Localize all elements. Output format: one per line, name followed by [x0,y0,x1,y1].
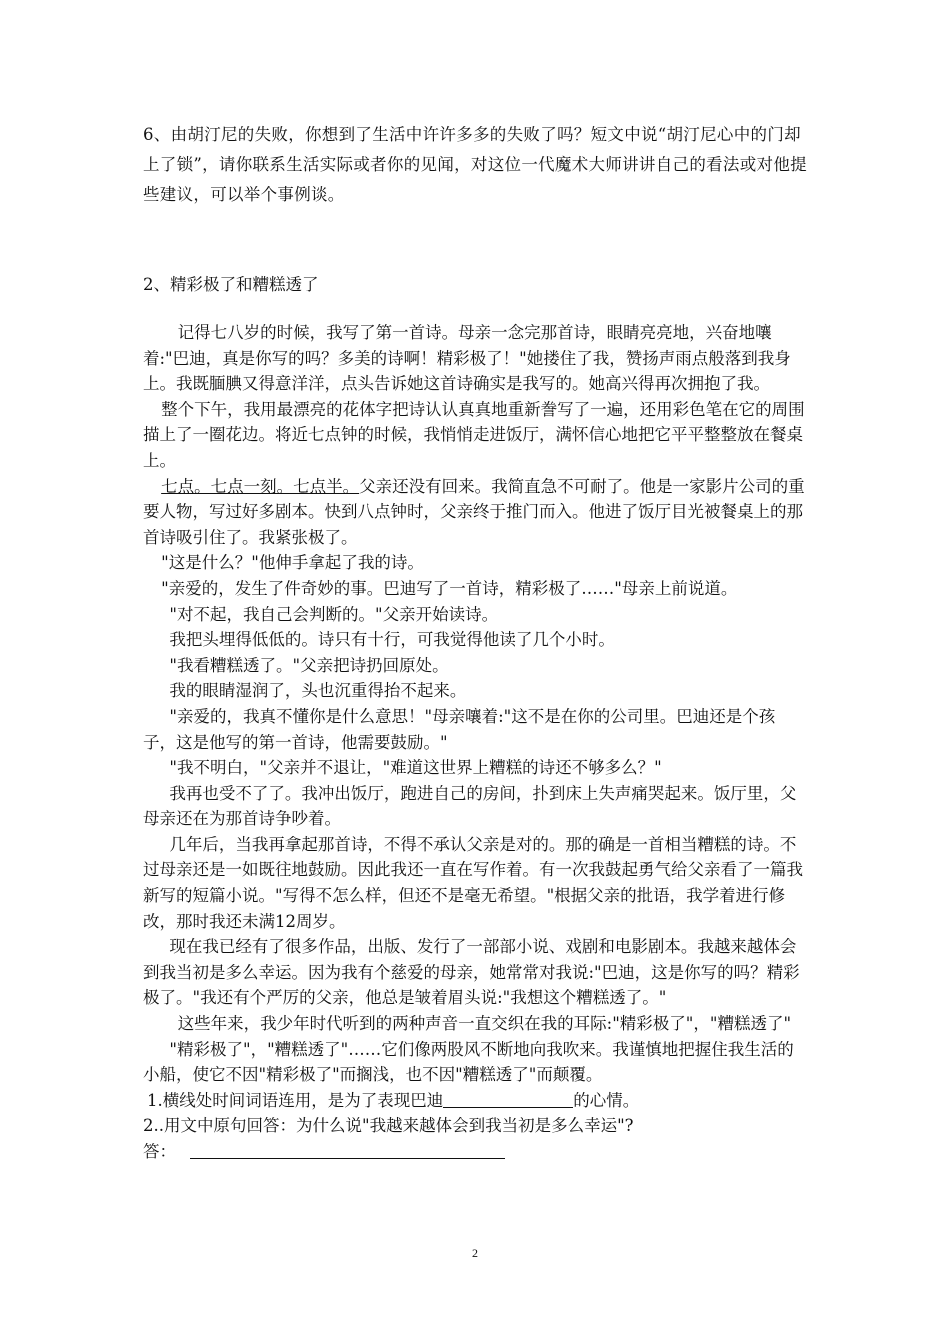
paragraph: "我看糟糕透了。"父亲把诗扔回原处。 [169,655,449,675]
answer-blank[interactable] [443,1090,573,1108]
paragraph: "亲爱的，发生了件奇妙的事。巴迪写了一首诗，精彩极了……"母亲上前说道。 [161,578,738,598]
passage-body [143,320,808,1165]
paragraph: "对不起，我自己会判断的。"父亲开始读诗。 [169,604,499,624]
paragraph [143,474,808,551]
paragraph-text: 父亲还没有回来。我简直急不可耐了。他是一家影片公司的重要人物，写过好多剧本。快到八点钟时，父亲终于推门而入。他进了饭厅目光被餐桌上的那首诗吸引住了。我紧张极了。 [143,476,805,547]
underlined-time-phrase: 七点。七点一刻。七点半。 [161,476,360,496]
answer-label: 答： [143,1142,176,1161]
paragraph: "亲爱的，我真不懂你是什么意思！"母亲嚷着:"这不是在你的公司里。巴迪还是个孩子，这是他写的第一首诗，他需要鼓励。" [143,706,776,752]
paragraph: 记得七八岁的时候，我写了第一首诗。母亲一念完那首诗，眼睛亮亮地，兴奋地嚷着:"巴迪，真是你写的吗？多美的诗啊！精彩极了！"她搂住了我，赞扬声雨点般落到我身上。我既腼腆又得意洋洋，点头告诉她这首诗确实是我写的。她高兴得再次拥抱了我。 [143,323,791,394]
paragraph: 这些年来，我少年时代听到的两种声音一直交织在我的耳际:"精彩极了"，"糟糕透了" [177,1014,792,1034]
question-6: 6、由胡汀尼的失败，你想到了生活中许许多多的失败了吗？短文中说“胡汀尼心中的门却上了锁”，请你联系生活实际或者你的见闻，对这位一代魔术大师讲讲自己的看法或对他提些建议，可以举个事例谈。 [143,125,807,204]
question-2: 2..用文中原句回答：为什么说"我越来越体会到我当初是多么幸运"? [143,1116,634,1136]
paragraph: "我不明白，"父亲并不退让，"难道这世界上糟糕的诗还不够多么？" [169,758,662,778]
paragraph: 我把头埋得低低的。诗只有十行，可我觉得他读了几个小时。 [169,630,615,650]
paragraph: 我的眼睛湿润了，头也沉重得抬不起来。 [169,681,467,701]
paragraph: "精彩极了"，"糟糕透了"……它们像两股风不断地向我吹来。我谨慎地把握住我生活的小船，使它不因"精彩极了"而搁浅，也不因"糟糕透了"而颠覆。 [143,1039,794,1085]
passage-title: 2、精彩极了和糟糕透了 [143,275,319,294]
page-number: 2 [472,1246,478,1260]
paragraph: 现在我已经有了很多作品，出版、发行了一部部小说、戏剧和电影剧本。我越来越体会到我当初是多么幸运。因为我有个慈爱的母亲，她常常对我说:"巴迪，这是你写的吗？精彩极了。"我还有个严厉的父亲，他总是皱着眉头说:"我想这个糟糕透了。" [143,937,800,1008]
answer-blank[interactable] [190,1142,505,1160]
paragraph: 整个下午，我用最漂亮的花体字把诗认认真真地重新誊写了一遍，还用彩色笔在它的周围描上了一圈花边。将近七点钟的时候，我悄悄走进饭厅，满怀信心地把它平平整整放在餐桌上。 [143,399,805,470]
paragraph: "这是什么？"他伸手拿起了我的诗。 [161,553,424,573]
paragraph: 几年后，当我再拿起那首诗，不得不承认父亲是对的。那的确是一首相当糟糕的诗。不过母亲还是一如既往地鼓励。因此我还一直在写作着。有一次我鼓起勇气给父亲看了一篇我新写的短篇小说。"写得不怎么样，但还不是毫无希望。"根据父亲的批语，我学着进行修改，那时我还未满12周岁。 [143,834,803,931]
question-1: 1.横线处时间词语连用，是为了表现巴迪 的心情。 [147,1090,640,1110]
paragraph: 我再也受不了了。我冲出饭厅，跑进自己的房间，扑到床上失声痛哭起来。饭厅里，父母亲还在为那首诗争吵着。 [143,783,797,829]
answer-line [143,1139,808,1165]
